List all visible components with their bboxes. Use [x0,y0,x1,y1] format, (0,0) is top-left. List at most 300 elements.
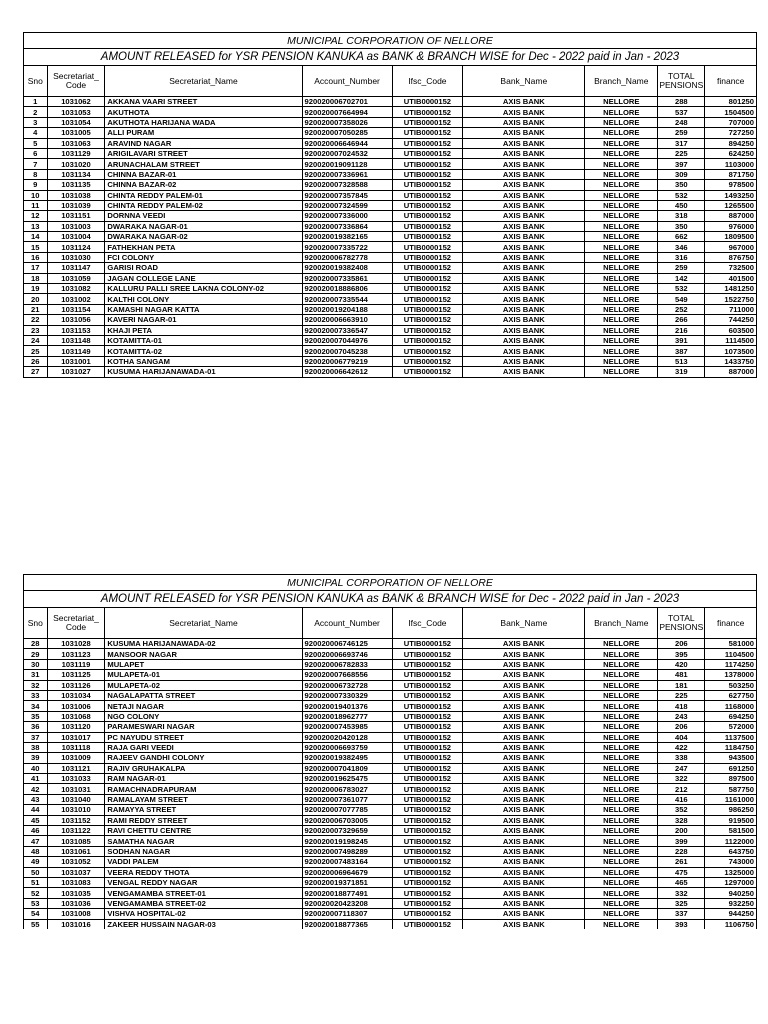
cell-secretariat-name: KALLURU PALLI SREE LAKNA COLONY-02 [105,284,302,294]
cell-total-pensions: 420 [658,659,705,669]
table-row [24,128,757,138]
cell-total-pensions: 337 [658,909,705,919]
cell-branch-name: NELLORE [585,794,658,804]
cell-bank-name: AXIS BANK [463,711,585,721]
cell-finance: 967000 [705,242,757,252]
cell-account-number: 920020006642612 [302,367,392,377]
cell-branch-name: NELLORE [585,836,658,846]
cell-secretariat-code: 1031002 [47,294,105,304]
cell-account-number: 920020007336864 [302,221,392,231]
cell-branch-name: NELLORE [585,242,658,252]
table-row [24,742,757,752]
cell-finance: 1103000 [705,159,757,169]
cell-account-number: 920020018877491 [302,888,392,898]
cell-secretariat-name: GARISI ROAD [105,263,302,273]
table-row [24,784,757,794]
table-row [24,680,757,690]
cell-secretariat-code: 1031125 [47,670,105,680]
cell-total-pensions: 352 [658,805,705,815]
cell-branch-name: NELLORE [585,128,658,138]
cell-secretariat-code: 1031028 [47,639,105,649]
cell-total-pensions: 481 [658,670,705,680]
cell-bank-name: AXIS BANK [463,273,585,283]
cell-finance: 503250 [705,680,757,690]
table-row [24,711,757,721]
cell-account-number: 920020020423208 [302,898,392,908]
cell-sno: 22 [24,315,48,325]
cell-finance: 1522750 [705,294,757,304]
cell-ifsc-code: UTIB0000152 [392,680,463,690]
cell-secretariat-name: VEERA REDDY THOTA [105,867,302,877]
cell-sno: 39 [24,753,48,763]
cell-account-number: 920020007668556 [302,670,392,680]
table-row [24,649,757,659]
cell-bank-name: AXIS BANK [463,315,585,325]
cell-ifsc-code: UTIB0000152 [392,815,463,825]
cell-account-number: 920020006693746 [302,649,392,659]
cell-secretariat-code: 1031083 [47,877,105,887]
cell-ifsc-code: UTIB0000152 [392,304,463,314]
cell-bank-name: AXIS BANK [463,649,585,659]
cell-secretariat-code: 1031122 [47,826,105,836]
cell-finance: 1297000 [705,877,757,887]
cell-ifsc-code: UTIB0000152 [392,846,463,856]
cell-branch-name: NELLORE [585,815,658,825]
cell-secretariat-name: ARAVIND NAGAR [105,138,302,148]
cell-sno: 24 [24,335,48,345]
cell-branch-name: NELLORE [585,190,658,200]
cell-secretariat-code: 1031034 [47,690,105,700]
cell-total-pensions: 248 [658,117,705,127]
cell-sno: 2 [24,107,48,117]
cell-ifsc-code: UTIB0000152 [392,242,463,252]
cell-bank-name: AXIS BANK [463,784,585,794]
cell-ifsc-code: UTIB0000152 [392,138,463,148]
cell-ifsc-code: UTIB0000152 [392,97,463,107]
cell-account-number: 920020007357845 [302,190,392,200]
cell-ifsc-code: UTIB0000152 [392,180,463,190]
cell-ifsc-code: UTIB0000152 [392,117,463,127]
cell-ifsc-code: UTIB0000152 [392,284,463,294]
cell-bank-name: AXIS BANK [463,190,585,200]
table-row [24,867,757,877]
table-row [24,148,757,158]
cell-sno: 10 [24,190,48,200]
cell-bank-name: AXIS BANK [463,180,585,190]
cell-branch-name: NELLORE [585,909,658,919]
cell-finance: 940250 [705,888,757,898]
cell-ifsc-code: UTIB0000152 [392,639,463,649]
cell-secretariat-code: 1031119 [47,659,105,669]
cell-secretariat-code: 1031027 [47,367,105,377]
cell-branch-name: NELLORE [585,753,658,763]
cell-secretariat-code: 1031004 [47,232,105,242]
cell-finance: 944250 [705,909,757,919]
cell-account-number: 920020007329659 [302,826,392,836]
cell-sno: 54 [24,909,48,919]
cell-account-number: 920020007483164 [302,857,392,867]
cell-finance: 1809500 [705,232,757,242]
column-header-branch-name: Branch_Name [585,66,658,97]
cell-finance: 587750 [705,784,757,794]
cell-finance: 932250 [705,898,757,908]
cell-secretariat-name: KALTHI COLONY [105,294,302,304]
cell-ifsc-code: UTIB0000152 [392,346,463,356]
cell-ifsc-code: UTIB0000152 [392,867,463,877]
pension-table-page-1 [23,32,757,378]
cell-bank-name: AXIS BANK [463,242,585,252]
cell-secretariat-code: 1031054 [47,117,105,127]
cell-finance: 1106750 [705,919,757,929]
table-row [24,659,757,669]
cell-total-pensions: 261 [658,857,705,867]
cell-total-pensions: 212 [658,784,705,794]
cell-ifsc-code: UTIB0000152 [392,753,463,763]
cell-secretariat-name: CHINNA BAZAR-02 [105,180,302,190]
cell-sno: 37 [24,732,48,742]
cell-total-pensions: 328 [658,815,705,825]
cell-sno: 48 [24,846,48,856]
cell-account-number: 920020007336547 [302,325,392,335]
cell-bank-name: AXIS BANK [463,263,585,273]
cell-sno: 36 [24,722,48,732]
cell-finance: 581000 [705,639,757,649]
cell-bank-name: AXIS BANK [463,325,585,335]
cell-ifsc-code: UTIB0000152 [392,805,463,815]
table-row [24,670,757,680]
cell-secretariat-name: RAJIV GRUHAKALPA [105,763,302,773]
cell-account-number: 920020007045238 [302,346,392,356]
cell-total-pensions: 418 [658,701,705,711]
cell-branch-name: NELLORE [585,649,658,659]
cell-secretariat-code: 1031017 [47,732,105,742]
cell-secretariat-code: 1031040 [47,794,105,804]
cell-account-number: 920020019091128 [302,159,392,169]
cell-total-pensions: 216 [658,325,705,335]
cell-total-pensions: 391 [658,335,705,345]
cell-sno: 51 [24,877,48,887]
cell-branch-name: NELLORE [585,670,658,680]
cell-account-number: 920020007664994 [302,107,392,117]
table-row [24,909,757,919]
cell-account-number: 920020007361077 [302,794,392,804]
cell-ifsc-code: UTIB0000152 [392,722,463,732]
cell-sno: 3 [24,117,48,127]
cell-finance: 1114500 [705,335,757,345]
table-row [24,346,757,356]
cell-finance: 1325000 [705,867,757,877]
cell-finance: 1184750 [705,742,757,752]
cell-secretariat-name: MULAPETA-02 [105,680,302,690]
cell-account-number: 920020006703005 [302,815,392,825]
cell-secretariat-code: 1031120 [47,722,105,732]
cell-bank-name: AXIS BANK [463,97,585,107]
table-row [24,898,757,908]
cell-total-pensions: 288 [658,97,705,107]
cell-bank-name: AXIS BANK [463,722,585,732]
cell-finance: 1378000 [705,670,757,680]
cell-secretariat-code: 1031135 [47,180,105,190]
table-row [24,294,757,304]
document-subtitle: AMOUNT RELEASED for YSR PENSION KANUKA as BANK & BRANCH WISE for Dec - 2022 paid in Jan - 2023 [24,49,757,66]
cell-total-pensions: 404 [658,732,705,742]
cell-account-number: 920020007044976 [302,335,392,345]
table-row [24,805,757,815]
cell-branch-name: NELLORE [585,701,658,711]
cell-ifsc-code: UTIB0000152 [392,794,463,804]
cell-finance: 1122000 [705,836,757,846]
cell-finance: 727250 [705,128,757,138]
cell-total-pensions: 316 [658,252,705,262]
cell-account-number: 920020006732728 [302,680,392,690]
cell-secretariat-name: NAGALAPATTA STREET [105,690,302,700]
cell-ifsc-code: UTIB0000152 [392,252,463,262]
cell-ifsc-code: UTIB0000152 [392,784,463,794]
cell-finance: 978500 [705,180,757,190]
cell-account-number: 920020007336000 [302,211,392,221]
cell-sno: 4 [24,128,48,138]
cell-secretariat-code: 1031118 [47,742,105,752]
cell-secretariat-code: 1031059 [47,273,105,283]
cell-secretariat-code: 1031037 [47,867,105,877]
cell-sno: 29 [24,649,48,659]
table-row [24,200,757,210]
cell-bank-name: AXIS BANK [463,742,585,752]
cell-bank-name: AXIS BANK [463,252,585,262]
cell-secretariat-name: DWARAKA NAGAR-02 [105,232,302,242]
cell-secretariat-code: 1031038 [47,190,105,200]
cell-secretariat-name: DWARAKA NAGAR-01 [105,221,302,231]
cell-branch-name: NELLORE [585,325,658,335]
cell-secretariat-code: 1031126 [47,680,105,690]
cell-branch-name: NELLORE [585,857,658,867]
table-row [24,722,757,732]
cell-total-pensions: 322 [658,774,705,784]
cell-secretariat-code: 1031006 [47,701,105,711]
cell-bank-name: AXIS BANK [463,639,585,649]
cell-secretariat-code: 1031123 [47,649,105,659]
cell-secretariat-name: RAMALAYAM STREET [105,794,302,804]
cell-account-number: 920020006782778 [302,252,392,262]
cell-secretariat-code: 1031129 [47,148,105,158]
cell-total-pensions: 317 [658,138,705,148]
cell-secretariat-name: FATHEKHAN PETA [105,242,302,252]
cell-secretariat-name: KOTAMITTA-02 [105,346,302,356]
cell-total-pensions: 465 [658,877,705,887]
cell-total-pensions: 450 [658,200,705,210]
cell-finance: 694250 [705,711,757,721]
cell-secretariat-name: AKKANA VAARI STREET [105,97,302,107]
cell-secretariat-name: MANSOOR NAGAR [105,649,302,659]
cell-secretariat-name: VADDI PALEM [105,857,302,867]
cell-secretariat-name: RAMI REDDY STREET [105,815,302,825]
cell-secretariat-code: 1031033 [47,774,105,784]
cell-bank-name: AXIS BANK [463,753,585,763]
cell-total-pensions: 309 [658,169,705,179]
cell-finance: 627750 [705,690,757,700]
cell-branch-name: NELLORE [585,659,658,669]
cell-sno: 49 [24,857,48,867]
cell-bank-name: AXIS BANK [463,169,585,179]
cell-bank-name: AXIS BANK [463,877,585,887]
cell-branch-name: NELLORE [585,763,658,773]
cell-secretariat-name: SODHAN NAGAR [105,846,302,856]
cell-secretariat-name: PARAMESWARI NAGAR [105,722,302,732]
cell-branch-name: NELLORE [585,138,658,148]
table-row [24,180,757,190]
cell-total-pensions: 416 [658,794,705,804]
cell-total-pensions: 266 [658,315,705,325]
cell-sno: 53 [24,898,48,908]
cell-sno: 43 [24,794,48,804]
cell-account-number: 920020007336961 [302,169,392,179]
cell-ifsc-code: UTIB0000152 [392,909,463,919]
cell-finance: 801250 [705,97,757,107]
cell-sno: 6 [24,148,48,158]
cell-finance: 1161000 [705,794,757,804]
cell-ifsc-code: UTIB0000152 [392,670,463,680]
cell-account-number: 920020007050285 [302,128,392,138]
cell-account-number: 920020006693759 [302,742,392,752]
cell-secretariat-code: 1031082 [47,284,105,294]
cell-account-number: 920020006783027 [302,784,392,794]
cell-ifsc-code: UTIB0000152 [392,356,463,366]
cell-sno: 46 [24,826,48,836]
table-row [24,263,757,273]
cell-bank-name: AXIS BANK [463,200,585,210]
cell-secretariat-name: RAVI CHETTU CENTRE [105,826,302,836]
cell-finance: 986250 [705,805,757,815]
cell-secretariat-code: 1031062 [47,97,105,107]
cell-secretariat-name: CHINTA REDDY PALEM-01 [105,190,302,200]
cell-secretariat-name: CHINTA REDDY PALEM-02 [105,200,302,210]
cell-account-number: 920020007328588 [302,180,392,190]
table-row [24,284,757,294]
cell-ifsc-code: UTIB0000152 [392,898,463,908]
cell-bank-name: AXIS BANK [463,898,585,908]
cell-account-number: 920020019401376 [302,701,392,711]
cell-total-pensions: 332 [658,888,705,898]
cell-total-pensions: 338 [658,753,705,763]
column-header-total-pensions: TOTAL PENSIONS [658,66,705,97]
cell-account-number: 920020007041809 [302,763,392,773]
table-row [24,753,757,763]
cell-ifsc-code: UTIB0000152 [392,273,463,283]
cell-ifsc-code: UTIB0000152 [392,690,463,700]
document-title: MUNICIPAL CORPORATION OF NELLORE [24,33,757,49]
cell-finance: 603500 [705,325,757,335]
cell-secretariat-code: 1031010 [47,805,105,815]
table-row [24,919,757,929]
cell-sno: 31 [24,670,48,680]
column-header-ifsc-code: Ifsc_Code [392,608,463,639]
column-header-branch-name: Branch_Name [585,608,658,639]
cell-sno: 45 [24,815,48,825]
table-row [24,763,757,773]
cell-secretariat-code: 1031063 [47,138,105,148]
cell-ifsc-code: UTIB0000152 [392,742,463,752]
cell-branch-name: NELLORE [585,898,658,908]
table-row [24,159,757,169]
cell-ifsc-code: UTIB0000152 [392,200,463,210]
cell-sno: 42 [24,784,48,794]
cell-branch-name: NELLORE [585,867,658,877]
cell-account-number: 920020007330329 [302,690,392,700]
cell-ifsc-code: UTIB0000152 [392,159,463,169]
cell-total-pensions: 532 [658,284,705,294]
cell-total-pensions: 537 [658,107,705,117]
cell-bank-name: AXIS BANK [463,805,585,815]
cell-bank-name: AXIS BANK [463,794,585,804]
cell-bank-name: AXIS BANK [463,857,585,867]
table-row [24,221,757,231]
cell-bank-name: AXIS BANK [463,774,585,784]
cell-ifsc-code: UTIB0000152 [392,763,463,773]
cell-secretariat-name: NETAJI NAGAR [105,701,302,711]
cell-account-number: 920020007077785 [302,805,392,815]
cell-finance: 943500 [705,753,757,763]
cell-sno: 13 [24,221,48,231]
cell-bank-name: AXIS BANK [463,836,585,846]
cell-secretariat-code: 1031085 [47,836,105,846]
cell-ifsc-code: UTIB0000152 [392,857,463,867]
cell-branch-name: NELLORE [585,356,658,366]
cell-secretariat-name: KUSUMA HARIJANAWADA-01 [105,367,302,377]
cell-secretariat-code: 1031152 [47,815,105,825]
cell-total-pensions: 532 [658,190,705,200]
cell-secretariat-code: 1031009 [47,753,105,763]
cell-bank-name: AXIS BANK [463,659,585,669]
table-row [24,138,757,148]
document-subtitle: AMOUNT RELEASED for YSR PENSION KANUKA as BANK & BRANCH WISE for Dec - 2022 paid in Jan - 2023 [24,591,757,608]
cell-branch-name: NELLORE [585,919,658,929]
cell-secretariat-name: ARUNACHALAM STREET [105,159,302,169]
cell-secretariat-code: 1031056 [47,315,105,325]
cell-branch-name: NELLORE [585,117,658,127]
cell-bank-name: AXIS BANK [463,367,585,377]
cell-secretariat-name: RAM NAGAR-01 [105,774,302,784]
cell-ifsc-code: UTIB0000152 [392,221,463,231]
cell-bank-name: AXIS BANK [463,846,585,856]
cell-ifsc-code: UTIB0000152 [392,367,463,377]
cell-bank-name: AXIS BANK [463,356,585,366]
cell-branch-name: NELLORE [585,294,658,304]
cell-finance: 976000 [705,221,757,231]
cell-secretariat-code: 1031031 [47,784,105,794]
column-header-secretariat-name: Secretariat_Name [105,66,302,97]
cell-bank-name: AXIS BANK [463,221,585,231]
table-row [24,639,757,649]
cell-total-pensions: 225 [658,148,705,158]
cell-branch-name: NELLORE [585,680,658,690]
cell-secretariat-code: 1031035 [47,888,105,898]
cell-finance: 876750 [705,252,757,262]
cell-bank-name: AXIS BANK [463,763,585,773]
cell-total-pensions: 206 [658,639,705,649]
cell-branch-name: NELLORE [585,877,658,887]
cell-total-pensions: 228 [658,846,705,856]
cell-sno: 41 [24,774,48,784]
table-row [24,367,757,377]
cell-finance: 897500 [705,774,757,784]
cell-account-number: 920020007335722 [302,242,392,252]
cell-bank-name: AXIS BANK [463,670,585,680]
cell-total-pensions: 200 [658,826,705,836]
cell-ifsc-code: UTIB0000152 [392,148,463,158]
cell-sno: 47 [24,836,48,846]
cell-bank-name: AXIS BANK [463,909,585,919]
cell-total-pensions: 243 [658,711,705,721]
